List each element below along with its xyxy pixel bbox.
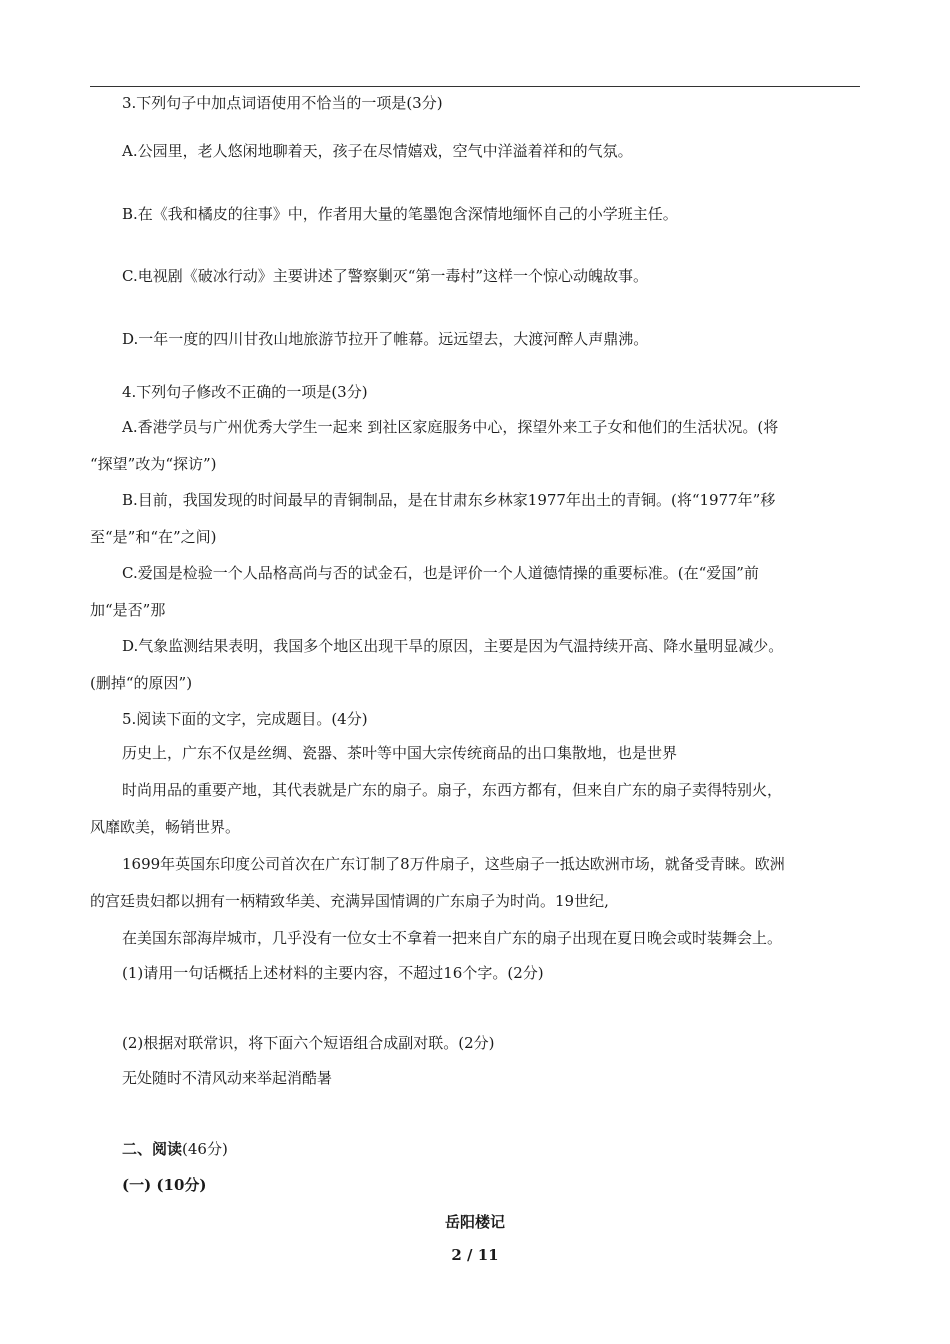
section-2-score: (46分) <box>182 1140 228 1158</box>
q4-option-c-line1: C.爱国是检验一个人品格高尚与否的试金石，也是评价一个人道德情操的重要标准。(在“爱国”前 <box>122 564 759 582</box>
q3-option-c: C.电视剧《破冰行动》主要讲述了警察剿灭“第一毒村”这样一个惊心动魄故事。 <box>122 267 649 285</box>
q5-passage-line: 在美国东部海岸城市，几乎没有一位女士不拿着一把来自广东的扇子出现在夏日晚会或时装舞会上。 <box>122 929 783 947</box>
q3-option-a: A.公园里，老人悠闲地聊着天，孩子在尽情嬉戏，空气中洋溢着祥和的气氛。 <box>122 142 633 160</box>
q4-option-a-line1: A.香港学员与广州优秀大学生一起来 到社区家庭服务中心，探望外来工子女和他们的生活状况。(将 <box>122 418 779 436</box>
q5-subquestion-1: (1)请用一句话概括上述材料的主要内容，不超过16个字。(2分) <box>122 964 544 982</box>
q4-option-b-line1: B.目前，我国发现的时间最早的青铜制品，是在甘肃东乡林家1977年出土的青铜。(将“1977年”移 <box>122 491 776 509</box>
q5-passage-line: 历史上，广东不仅是丝绸、瓷器、茶叶等中国大宗传统商品的出口集散地，也是世界 <box>122 744 678 762</box>
section-2-part: (一) (10分) <box>122 1176 207 1194</box>
section-2-title: 二、阅读 <box>122 1140 183 1158</box>
q5-passage-line: 风靡欧美，畅销世界。 <box>90 818 241 836</box>
q4-option-a-line2: “探望”改为“探访”) <box>90 455 217 473</box>
q5-passage-line: 1699年英国东印度公司首次在广东订制了8万件扇子，这些扇子一抵达欧洲市场，就备受青睐。欧洲 <box>122 855 785 873</box>
article-title: 岳阳楼记 <box>444 1213 505 1231</box>
q5-phrases: 无处随时不清风动来举起消酷暑 <box>122 1069 333 1087</box>
q4-title: 4.下列句子修改不正确的一项是(3分) <box>122 383 368 401</box>
q5-passage-line: 的宫廷贵妇都以拥有一柄精致华美、充满异国情调的广东扇子为时尚。19世纪, <box>90 892 609 910</box>
q3-option-d: D.一年一度的四川甘孜山地旅游节拉开了帷幕。远远望去，大渡河醉人声鼎沸。 <box>122 330 649 348</box>
q4-option-b-line2: 至“是”和“在”之间) <box>90 528 217 546</box>
q5-title: 5.阅读下面的文字，完成题目。(4分) <box>122 710 368 728</box>
q5-passage-line: 时尚用品的重要产地，其代表就是广东的扇子。扇子，东西方都有，但来自广东的扇子卖得特别火， <box>122 781 783 799</box>
page-number: 2 / 11 <box>451 1246 499 1264</box>
q3-option-b: B.在《我和橘皮的往事》中，作者用大量的笔墨饱含深情地缅怀自己的小学班主任。 <box>122 205 678 223</box>
q3-title: 3.下列句子中加点词语使用不恰当的一项是(3分) <box>122 94 443 112</box>
q5-subquestion-2: (2)根据对联常识，将下面六个短语组合成副对联。(2分) <box>122 1034 495 1052</box>
q4-option-c-line2: 加“是否”那 <box>90 601 166 619</box>
q4-option-d-line1: D.气象监测结果表明，我国多个地区出现干旱的原因，主要是因为气温持续开高、降水量明显减少。 <box>122 637 784 655</box>
q4-option-d-line2: (删掉“的原因”) <box>90 674 193 692</box>
section-2-heading <box>122 1138 860 1160</box>
header-rule <box>90 86 860 87</box>
